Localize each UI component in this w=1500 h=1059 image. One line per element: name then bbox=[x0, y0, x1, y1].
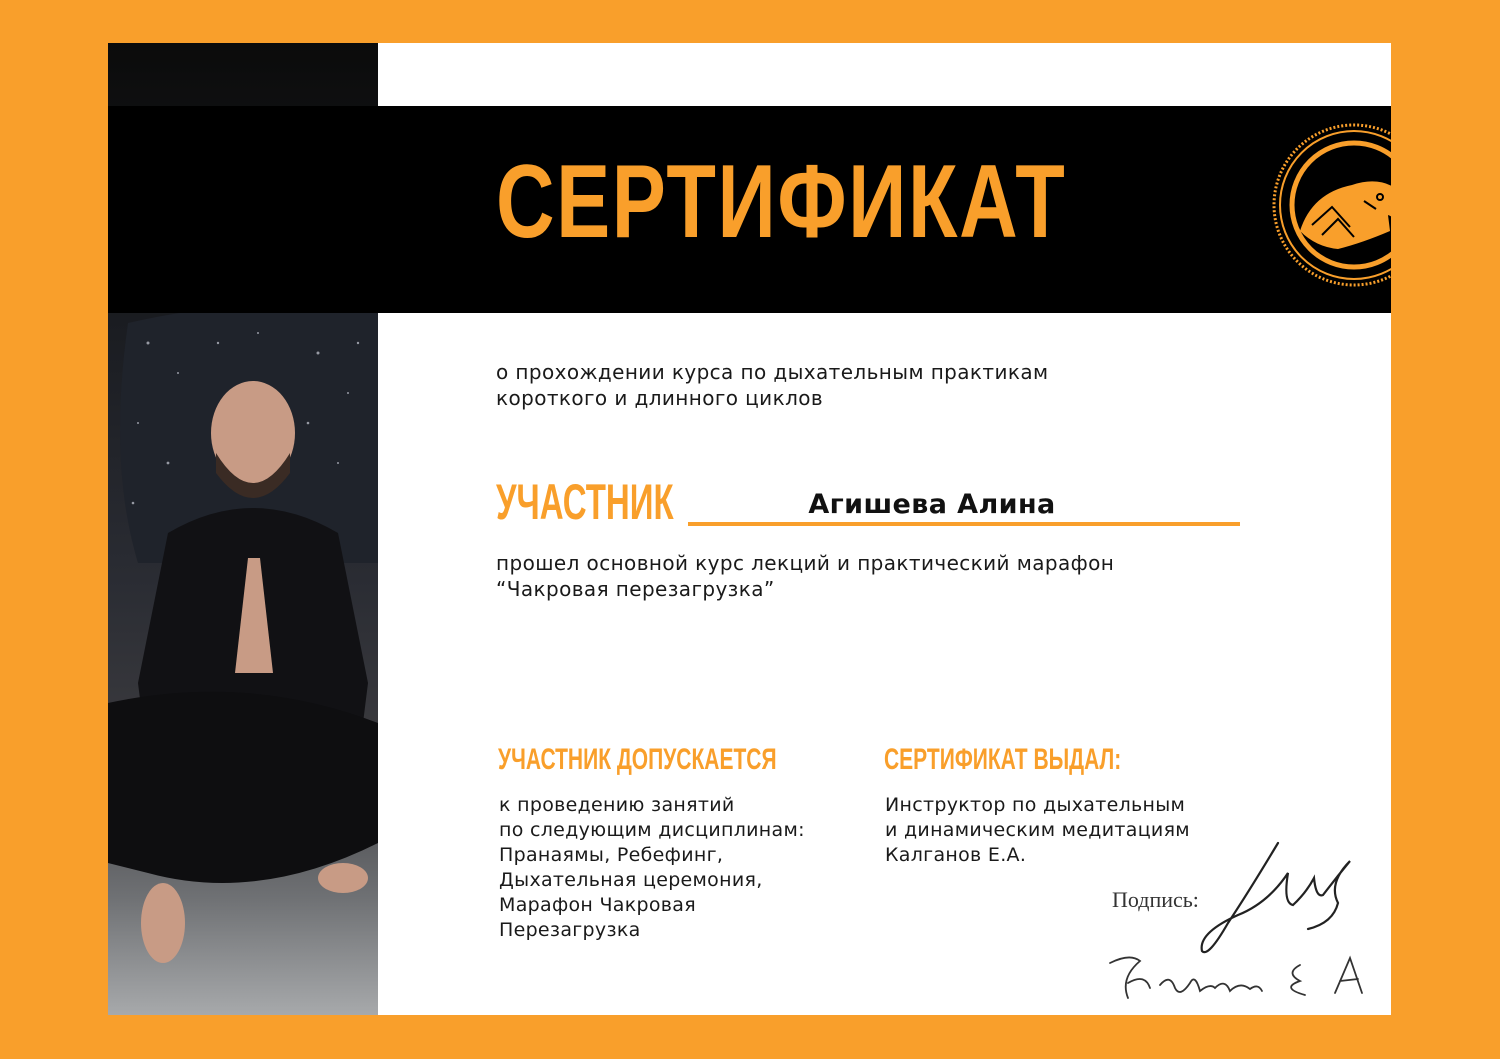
discipline-line: по следующим дисциплинам: bbox=[499, 819, 805, 841]
name-underline bbox=[688, 522, 1240, 526]
discipline-line: Дыхательная церемония, bbox=[499, 869, 763, 891]
discipline-line: к проведению занятий bbox=[499, 794, 735, 816]
issuer-line: и динамическим медитациям bbox=[885, 819, 1190, 841]
completion-line: прошел основной курс лекций и практический марафон bbox=[496, 551, 1115, 575]
jaguar-head-seal-icon bbox=[1272, 123, 1391, 291]
admitted-heading: УЧАСТНИК ДОПУСКАЕТСЯ bbox=[498, 743, 777, 776]
certificate-card bbox=[108, 43, 1391, 1015]
issuer-line: Инструктор по дыхательным bbox=[885, 794, 1186, 816]
participant-name: Агишева Алина bbox=[808, 489, 1056, 520]
discipline-line: Перезагрузка bbox=[499, 919, 641, 941]
issuer-line: Калганов Е.А. bbox=[885, 844, 1027, 866]
discipline-line: Пранаямы, Ребефинг, bbox=[499, 844, 724, 866]
course-description bbox=[496, 359, 1048, 411]
admitted-disciplines bbox=[499, 793, 805, 943]
intro-line: короткого и длинного циклов bbox=[496, 386, 824, 410]
issuer-info bbox=[885, 793, 1190, 868]
discipline-line: Марафон Чакровая bbox=[499, 894, 696, 916]
intro-line: о прохождении курса по дыхательным практикам bbox=[496, 360, 1049, 384]
participant-label: УЧАСТНИК bbox=[496, 474, 674, 530]
issued-heading: СЕРТИФИКАТ ВЫДАЛ: bbox=[884, 743, 1122, 776]
handwritten-name bbox=[1100, 943, 1380, 1015]
completion-line: “Чакровая перезагрузка” bbox=[496, 577, 775, 601]
signature-label: Подпись: bbox=[1112, 887, 1199, 912]
completion-statement bbox=[496, 550, 1114, 602]
certificate-title: СЕРТИФИКАТ bbox=[496, 144, 1067, 260]
